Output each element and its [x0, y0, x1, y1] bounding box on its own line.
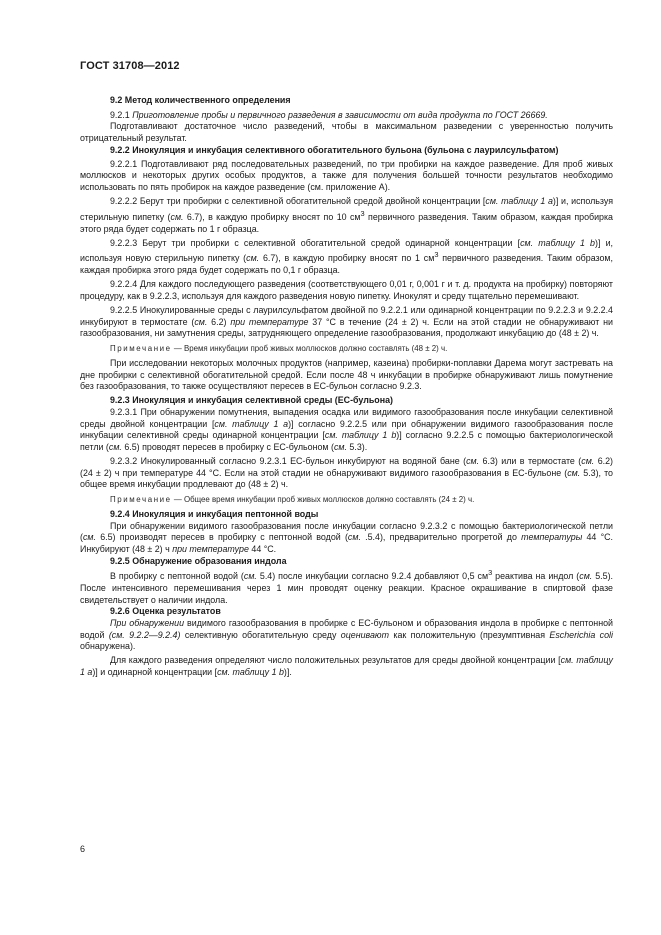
species-name: Escherichia coli	[549, 629, 613, 640]
text-run: .5.4), предварительно прогретой до	[360, 532, 522, 543]
text-run: 6.2) (24 ± 2) ч при температуре 44 °С. Если на этой стадии не обнаруживают видимого газообразования в ЕС-бульоне (	[80, 456, 613, 478]
text-run: 5.3), то общее время инкубации продлевают до (48 ± 2) ч.	[80, 467, 613, 490]
paragraph-title: Приготовление пробы и первичного разведения в зависимости от вида продукта по ГОСТ 26669.	[132, 109, 548, 120]
note-2	[80, 494, 613, 505]
text-run: )] согласно 9.2.2.5 или при обнаружении видимого газообразования после инкубации селективной среды одинарной концентрации [	[80, 418, 614, 441]
note-text: — Общее время инкубации проб живых моллюсков должно составлять (24 ± 2) ч.	[171, 495, 475, 505]
paragraph-9-2-2-1: 9.2.2.1 Подготавливают ряд последовательных разведений, по три пробирки на каждое разведение. Для проб живых моллюсков и некоторых других особых продуктов, а также для получения большей точности результатов необходимо использовать по пять пробирок на каждое разведение (см. приложение А).	[80, 158, 613, 193]
table-reference: см. таблицу 1 а	[214, 418, 289, 429]
paragraph-9-2-2-5	[80, 305, 613, 340]
reference-abbrev: см.	[82, 532, 96, 543]
text-run: Для каждого разведения определяют число положительных результатов для среды двойной концентрации [	[110, 655, 561, 666]
paragraph-9-2-2-4: 9.2.2.4 Для каждого последующего разведения (соответствующего 0,01 г, 0,001 г и т. д. продукта на пробирку) повторяют процедуру, как в 9.2.2.3, используя для каждого разведения новую пипетку. Инокулят и среду тщательно перемешивают.	[80, 279, 613, 301]
superscript: 3	[434, 250, 439, 260]
paragraph-9-2-5	[80, 567, 613, 606]
table-reference: см. таблицу 1 b	[217, 667, 284, 678]
text-run: )] и одинарной концентрации [	[92, 667, 218, 678]
text-run: видимого газообразования в пробирке с ЕС-бульоном и образования индола в пробирке с пептонной водой	[80, 618, 613, 640]
italic-phrase: оценивают	[340, 629, 389, 640]
paragraph-9-2-3-2	[80, 456, 613, 491]
text-run: 5.3).	[346, 442, 368, 452]
section-9-2-5-title: 9.2.5 Обнаружение образования индола	[110, 555, 287, 566]
text-run: 44 °С.	[248, 544, 277, 555]
text-run: )] и, используя новую стерильную пипетку (	[80, 237, 613, 264]
text-run: 5.5). После интенсивного перемешивания через 1 мин проводят оценку реакции. Красное окрашивание в спиртовой фазе свидетельствует о наличии индола.	[80, 571, 613, 605]
superscript: 3	[488, 568, 493, 578]
text-run: 9.2.2.5 Инокулированные среды с лаурилсульфатом двойной по 9.2.2.1 или одинарной концентрации по 9.2.2.3 и 9.2.2.4 инкубируют в термостате (	[80, 304, 613, 327]
table-reference: см. таблицу 1 b	[520, 237, 595, 248]
section-9-2-6-title: 9.2.6 Оценка результатов	[110, 606, 221, 617]
reference-abbrev: см.	[333, 442, 347, 452]
paragraph-9-2-6	[80, 618, 613, 653]
paragraph-9-2-3-1	[80, 407, 613, 454]
italic-phrase: температуры	[521, 532, 583, 543]
note-1	[80, 343, 613, 354]
text-run: )] согласно 9.2.2.5 с помощью бактериологической петли (	[80, 430, 613, 452]
superscript: 3	[360, 208, 365, 218]
italic-phrase: при температуре	[230, 316, 309, 327]
text-run: 9.2.2.2 Берут три пробирки с селективной обогатительной средой двойной концентрации [	[110, 196, 486, 207]
italic-phrase: При обнаружении	[110, 618, 185, 628]
text-run: как положительную (презумптивная	[389, 629, 550, 640]
note-text: — Время инкубации проб живых моллюсков должно составлять (48 ± 2) ч.	[171, 343, 448, 353]
reference-abbrev: см.	[581, 456, 595, 467]
section-9-2-title: 9.2 Метод количественного определения	[110, 95, 291, 105]
table-reference: см. таблицу 1 b	[324, 430, 397, 441]
text-run: 5.4) после инкубации согласно 9.2.4 добавляют 0,5 см	[256, 571, 489, 582]
text-run: селективную обогатительную среду	[180, 629, 341, 640]
paragraph-9-2-1-text: Подготавливают достаточное число разведений, чтобы в максимальном разведении с уверенностью получить отрицательный результат.	[80, 121, 613, 143]
italic-phrase: при температуре	[172, 544, 249, 555]
note-label: Примечание	[110, 343, 172, 353]
text-run: 6.7), в каждую пробирку вносят по 10 см	[183, 211, 361, 222]
text-run: В пробирку с пептонной водой (	[110, 571, 244, 582]
section-9-2-3-title: 9.2.3 Инокуляция и инкубация селективной среды (ЕС-бульона)	[110, 395, 393, 406]
reference-abbrev: см.	[347, 532, 361, 543]
text-run: 37 °С в течение (24 ± 2) ч. Если на этой стадии не обнаруживают ни газообразования, ни замутнения среды, затрудняющего определение газообразования, продолжают инкубацию до (48 ± 2) ч.	[80, 316, 613, 339]
reference-abbrev: см.	[108, 442, 122, 452]
paragraph-9-2-2-3	[80, 238, 613, 277]
section-9-2-2-title: 9.2.2 Инокуляция и инкубация селективного обогатительного бульона (бульона с лаурилсульфатом)	[110, 144, 559, 155]
text-run: 9.2.3.2 Инокулированный согласно 9.2.3.1 ЕС-бульон инкубируют на водяной бане (	[110, 456, 467, 467]
text-run: При обнаружении видимого газообразования после инкубации согласно 9.2.3.2 с помощью бактериологической петли (	[80, 520, 613, 543]
table-reference: см. таблицу 1 а	[80, 655, 613, 678]
text-run: )] и, используя стерильную пипетку (	[80, 196, 614, 222]
reference-abbrev: см.	[567, 467, 581, 478]
section-9-2-4-title: 9.2.4 Инокуляция и инкубация пептонной воды	[110, 509, 319, 520]
standard-header: ГОСТ 31708—2012	[80, 60, 180, 72]
table-reference: см. таблицу 1 а	[485, 196, 553, 207]
text-run: 6.3) или в термостате (	[479, 456, 582, 467]
text-run: 6.5) проводят пересев в пробирку с ЕС-бульоном (	[121, 442, 334, 452]
text-run: 6.2)	[207, 316, 231, 327]
text-run: обнаружена).	[80, 641, 136, 652]
note-label: Примечание	[110, 495, 172, 505]
paragraph-number: 9.2.1	[110, 109, 133, 120]
paragraph-final	[80, 655, 613, 678]
reference-abbrev: см.	[194, 316, 208, 327]
reference-abbrev: см.	[246, 253, 260, 264]
text-run: первичного разведения. Таким образом, каждая пробирка этого ряда будет содержать по 0,1 г образца.	[80, 253, 614, 275]
text-run: )].	[283, 667, 292, 678]
paragraph-9-2-2-2	[80, 196, 613, 235]
text-run: реактива на индол (	[492, 571, 580, 582]
document-body	[80, 95, 613, 679]
page-number: 6	[80, 844, 86, 854]
reference-abbrev: см.	[243, 571, 257, 582]
reference-abbrev: см.	[170, 211, 184, 222]
text-run: 6.7), в каждую пробирку вносят по 1 см	[259, 253, 435, 264]
paragraph-durham: При исследовании некоторых молочных продуктов (например, казеина) пробирки-поплавки Дарема могут застревать на дне пробирки с селективной обогатительной средой. Если после 48 ч инкубации в пробирке обнаруживают лишь помутнение без газообразования, то также осуществляют пересев в ЕС-бульон согласно 9.2.3.	[80, 357, 613, 392]
paragraph-9-2-4	[80, 521, 613, 556]
text-run: 9.2.3.1 При обнаружении помутнения, выпадения осадка или видимого газообразования после инкубации селективной среды двойной концентрации [	[80, 407, 613, 429]
text-run: 44 °С. Инкубируют (48 ± 2) ч	[80, 532, 613, 555]
italic-phrase: (см. 9.2.2—9.2.4)	[108, 629, 181, 640]
text-run: первичного разведения. Таким образом, каждая пробирка этого ряда будет содержать по 1 г образца.	[80, 211, 613, 234]
reference-abbrev: см.	[579, 571, 593, 582]
reference-abbrev: см.	[466, 456, 480, 467]
text-run: 9.2.2.3 Берут три пробирки с селективной обогатительной средой одинарной концентрации [	[110, 237, 521, 248]
text-run: 6.5) производят пересев в пробирку с пептонной водой (	[95, 532, 348, 543]
paragraph-9-2-1	[80, 110, 613, 122]
